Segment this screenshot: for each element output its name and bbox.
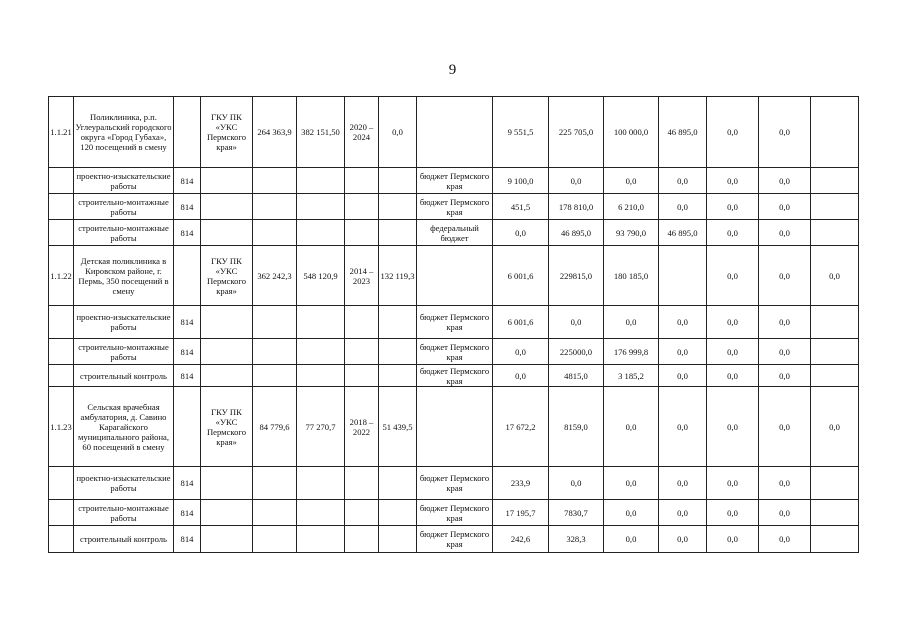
funding-source: бюджет Пермского края xyxy=(417,306,493,339)
year-5: 0,0 xyxy=(759,168,811,194)
funding-source: федеральный бюджет xyxy=(417,220,493,246)
year-5: 0,0 xyxy=(759,306,811,339)
current-cost: 382 151,50 xyxy=(297,97,345,168)
table-row xyxy=(49,97,859,168)
object-name: строительно-монтажные работы xyxy=(74,500,174,526)
object-name: Сельская врачебная амбулатория, д. Савино Карагайского муниципального района, 60 посещений в смену xyxy=(74,387,174,467)
funding-source: бюджет Пермского края xyxy=(417,526,493,553)
completed-amount xyxy=(379,220,417,246)
row-code xyxy=(49,467,74,500)
object-name: строительный контроль xyxy=(74,365,174,387)
period xyxy=(345,526,379,553)
row-code xyxy=(49,500,74,526)
year-3: 0,0 xyxy=(659,387,707,467)
total: 9 551,5 xyxy=(493,97,549,168)
page-number: 9 xyxy=(448,62,457,78)
table-row xyxy=(49,467,859,500)
year-4: 0,0 xyxy=(707,387,759,467)
year-3: 0,0 xyxy=(659,526,707,553)
customer: ГКУ ПК «УКС Пермского края» xyxy=(201,97,253,168)
year-2: 0,0 xyxy=(604,168,659,194)
year-5: 0,0 xyxy=(759,500,811,526)
object-name: строительный контроль xyxy=(74,526,174,553)
year-2: 0,0 xyxy=(604,500,659,526)
year-2: 0,0 xyxy=(604,526,659,553)
customer: ГКУ ПК «УКС Пермского края» xyxy=(201,387,253,467)
total: 233,9 xyxy=(493,467,549,500)
table-row xyxy=(49,168,859,194)
year-1: 0,0 xyxy=(549,467,604,500)
year-2: 0,0 xyxy=(604,387,659,467)
period xyxy=(345,168,379,194)
year-5: 0,0 xyxy=(759,387,811,467)
period xyxy=(345,220,379,246)
total: 17 672,2 xyxy=(493,387,549,467)
completed-amount: 132 119,3 xyxy=(379,246,417,306)
total: 242,6 xyxy=(493,526,549,553)
year-3: 0,0 xyxy=(659,365,707,387)
kbk-code: 814 xyxy=(174,168,201,194)
completed-amount xyxy=(379,168,417,194)
period xyxy=(345,365,379,387)
kbk-code: 814 xyxy=(174,526,201,553)
year-6 xyxy=(811,220,859,246)
period: 2014 – 2023 xyxy=(345,246,379,306)
total: 0,0 xyxy=(493,365,549,387)
current-cost xyxy=(297,467,345,500)
total: 6 001,6 xyxy=(493,306,549,339)
year-5: 0,0 xyxy=(759,194,811,220)
year-2: 0,0 xyxy=(604,467,659,500)
period: 2020 – 2024 xyxy=(345,97,379,168)
year-1: 328,3 xyxy=(549,526,604,553)
row-code xyxy=(49,365,74,387)
year-2: 6 210,0 xyxy=(604,194,659,220)
year-4: 0,0 xyxy=(707,220,759,246)
year-2: 93 790,0 xyxy=(604,220,659,246)
kbk-code xyxy=(174,387,201,467)
kbk-code: 814 xyxy=(174,467,201,500)
estimated-cost xyxy=(253,220,297,246)
period xyxy=(345,306,379,339)
completed-amount xyxy=(379,194,417,220)
table-row xyxy=(49,365,859,387)
estimated-cost xyxy=(253,526,297,553)
year-3: 0,0 xyxy=(659,467,707,500)
year-4: 0,0 xyxy=(707,500,759,526)
year-5: 0,0 xyxy=(759,467,811,500)
funding-source: бюджет Пермского края xyxy=(417,168,493,194)
row-code xyxy=(49,339,74,365)
year-4: 0,0 xyxy=(707,306,759,339)
year-2: 176 999,8 xyxy=(604,339,659,365)
row-code: 1.1.23 xyxy=(49,387,74,467)
year-4: 0,0 xyxy=(707,97,759,168)
year-4: 0,0 xyxy=(707,168,759,194)
customer xyxy=(201,526,253,553)
current-cost xyxy=(297,365,345,387)
completed-amount xyxy=(379,339,417,365)
year-6 xyxy=(811,168,859,194)
total: 9 100,0 xyxy=(493,168,549,194)
customer xyxy=(201,220,253,246)
year-1: 229815,0 xyxy=(549,246,604,306)
year-6 xyxy=(811,339,859,365)
year-2: 180 185,0 xyxy=(604,246,659,306)
table-row xyxy=(49,246,859,306)
kbk-code xyxy=(174,246,201,306)
estimated-cost xyxy=(253,365,297,387)
period xyxy=(345,339,379,365)
total: 6 001,6 xyxy=(493,246,549,306)
completed-amount xyxy=(379,526,417,553)
estimated-cost xyxy=(253,500,297,526)
current-cost: 548 120,9 xyxy=(297,246,345,306)
object-name: проектно-изыскательские работы xyxy=(74,306,174,339)
year-3: 46 895,0 xyxy=(659,97,707,168)
funding-source xyxy=(417,387,493,467)
table-row xyxy=(49,339,859,365)
current-cost xyxy=(297,500,345,526)
total: 17 195,7 xyxy=(493,500,549,526)
estimated-cost xyxy=(253,306,297,339)
kbk-code: 814 xyxy=(174,365,201,387)
customer: ГКУ ПК «УКС Пермского края» xyxy=(201,246,253,306)
current-cost xyxy=(297,194,345,220)
estimated-cost xyxy=(253,194,297,220)
year-5: 0,0 xyxy=(759,97,811,168)
table-body xyxy=(49,97,859,553)
kbk-code: 814 xyxy=(174,220,201,246)
year-1: 178 810,0 xyxy=(549,194,604,220)
kbk-code xyxy=(174,97,201,168)
year-5: 0,0 xyxy=(759,246,811,306)
year-5: 0,0 xyxy=(759,365,811,387)
completed-amount xyxy=(379,467,417,500)
year-6 xyxy=(811,306,859,339)
year-6 xyxy=(811,467,859,500)
completed-amount xyxy=(379,500,417,526)
estimated-cost xyxy=(253,467,297,500)
year-3: 46 895,0 xyxy=(659,220,707,246)
year-3: 0,0 xyxy=(659,194,707,220)
year-6 xyxy=(811,500,859,526)
year-2: 0,0 xyxy=(604,306,659,339)
current-cost xyxy=(297,220,345,246)
object-name: Поликлиника, р.п. Углеуральский городского округа «Город Губаха», 120 посещений в смену xyxy=(74,97,174,168)
table-row xyxy=(49,306,859,339)
completed-amount: 51 439,5 xyxy=(379,387,417,467)
customer xyxy=(201,168,253,194)
current-cost xyxy=(297,168,345,194)
funding-source: бюджет Пермского края xyxy=(417,467,493,500)
year-4: 0,0 xyxy=(707,194,759,220)
year-1: 8159,0 xyxy=(549,387,604,467)
year-2: 100 000,0 xyxy=(604,97,659,168)
table-row xyxy=(49,526,859,553)
year-4: 0,0 xyxy=(707,526,759,553)
funding-source: бюджет Пермского края xyxy=(417,339,493,365)
object-name: строительно-монтажные работы xyxy=(74,339,174,365)
kbk-code: 814 xyxy=(174,194,201,220)
year-1: 0,0 xyxy=(549,306,604,339)
object-name: проектно-изыскательские работы xyxy=(74,168,174,194)
funding-source xyxy=(417,97,493,168)
completed-amount xyxy=(379,306,417,339)
period xyxy=(345,194,379,220)
funding-source: бюджет Пермского края xyxy=(417,500,493,526)
year-6 xyxy=(811,97,859,168)
kbk-code: 814 xyxy=(174,500,201,526)
object-name: строительно-монтажные работы xyxy=(74,220,174,246)
year-1: 7830,7 xyxy=(549,500,604,526)
kbk-code: 814 xyxy=(174,339,201,365)
year-4: 0,0 xyxy=(707,246,759,306)
table-row xyxy=(49,500,859,526)
year-2: 3 185,2 xyxy=(604,365,659,387)
year-5: 0,0 xyxy=(759,220,811,246)
completed-amount xyxy=(379,365,417,387)
year-1: 225 705,0 xyxy=(549,97,604,168)
estimated-cost xyxy=(253,339,297,365)
period: 2018 – 2022 xyxy=(345,387,379,467)
current-cost: 77 270,7 xyxy=(297,387,345,467)
year-1: 46 895,0 xyxy=(549,220,604,246)
year-6: 0,0 xyxy=(811,387,859,467)
customer xyxy=(201,467,253,500)
table-row xyxy=(49,194,859,220)
total: 451,5 xyxy=(493,194,549,220)
estimated-cost xyxy=(253,168,297,194)
year-3 xyxy=(659,246,707,306)
estimated-cost: 264 363,9 xyxy=(253,97,297,168)
row-code xyxy=(49,306,74,339)
year-4: 0,0 xyxy=(707,467,759,500)
current-cost xyxy=(297,306,345,339)
year-6 xyxy=(811,194,859,220)
period xyxy=(345,467,379,500)
year-3: 0,0 xyxy=(659,168,707,194)
funding-source xyxy=(417,246,493,306)
row-code xyxy=(49,220,74,246)
table-row xyxy=(49,220,859,246)
estimated-cost: 84 779,6 xyxy=(253,387,297,467)
year-4: 0,0 xyxy=(707,339,759,365)
row-code xyxy=(49,526,74,553)
current-cost xyxy=(297,339,345,365)
total: 0,0 xyxy=(493,339,549,365)
year-6 xyxy=(811,526,859,553)
investment-table xyxy=(48,96,859,553)
customer xyxy=(201,194,253,220)
completed-amount: 0,0 xyxy=(379,97,417,168)
object-name: строительно-монтажные работы xyxy=(74,194,174,220)
row-code: 1.1.22 xyxy=(49,246,74,306)
customer xyxy=(201,365,253,387)
object-name: проектно-изыскательские работы xyxy=(74,467,174,500)
estimated-cost: 362 242,3 xyxy=(253,246,297,306)
row-code: 1.1.21 xyxy=(49,97,74,168)
year-1: 225000,0 xyxy=(549,339,604,365)
total: 0,0 xyxy=(493,220,549,246)
funding-source: бюджет Пермского края xyxy=(417,365,493,387)
year-1: 4815,0 xyxy=(549,365,604,387)
table-row xyxy=(49,387,859,467)
kbk-code: 814 xyxy=(174,306,201,339)
current-cost xyxy=(297,526,345,553)
year-5: 0,0 xyxy=(759,339,811,365)
year-1: 0,0 xyxy=(549,168,604,194)
year-5: 0,0 xyxy=(759,526,811,553)
customer xyxy=(201,306,253,339)
year-4: 0,0 xyxy=(707,365,759,387)
period xyxy=(345,500,379,526)
year-3: 0,0 xyxy=(659,500,707,526)
funding-source: бюджет Пермского края xyxy=(417,194,493,220)
year-3: 0,0 xyxy=(659,339,707,365)
year-6: 0,0 xyxy=(811,246,859,306)
customer xyxy=(201,500,253,526)
row-code xyxy=(49,168,74,194)
customer xyxy=(201,339,253,365)
object-name: Детская поликлиника в Кировском районе, г. Пермь, 350 посещений в смену xyxy=(74,246,174,306)
year-3: 0,0 xyxy=(659,306,707,339)
year-6 xyxy=(811,365,859,387)
row-code xyxy=(49,194,74,220)
